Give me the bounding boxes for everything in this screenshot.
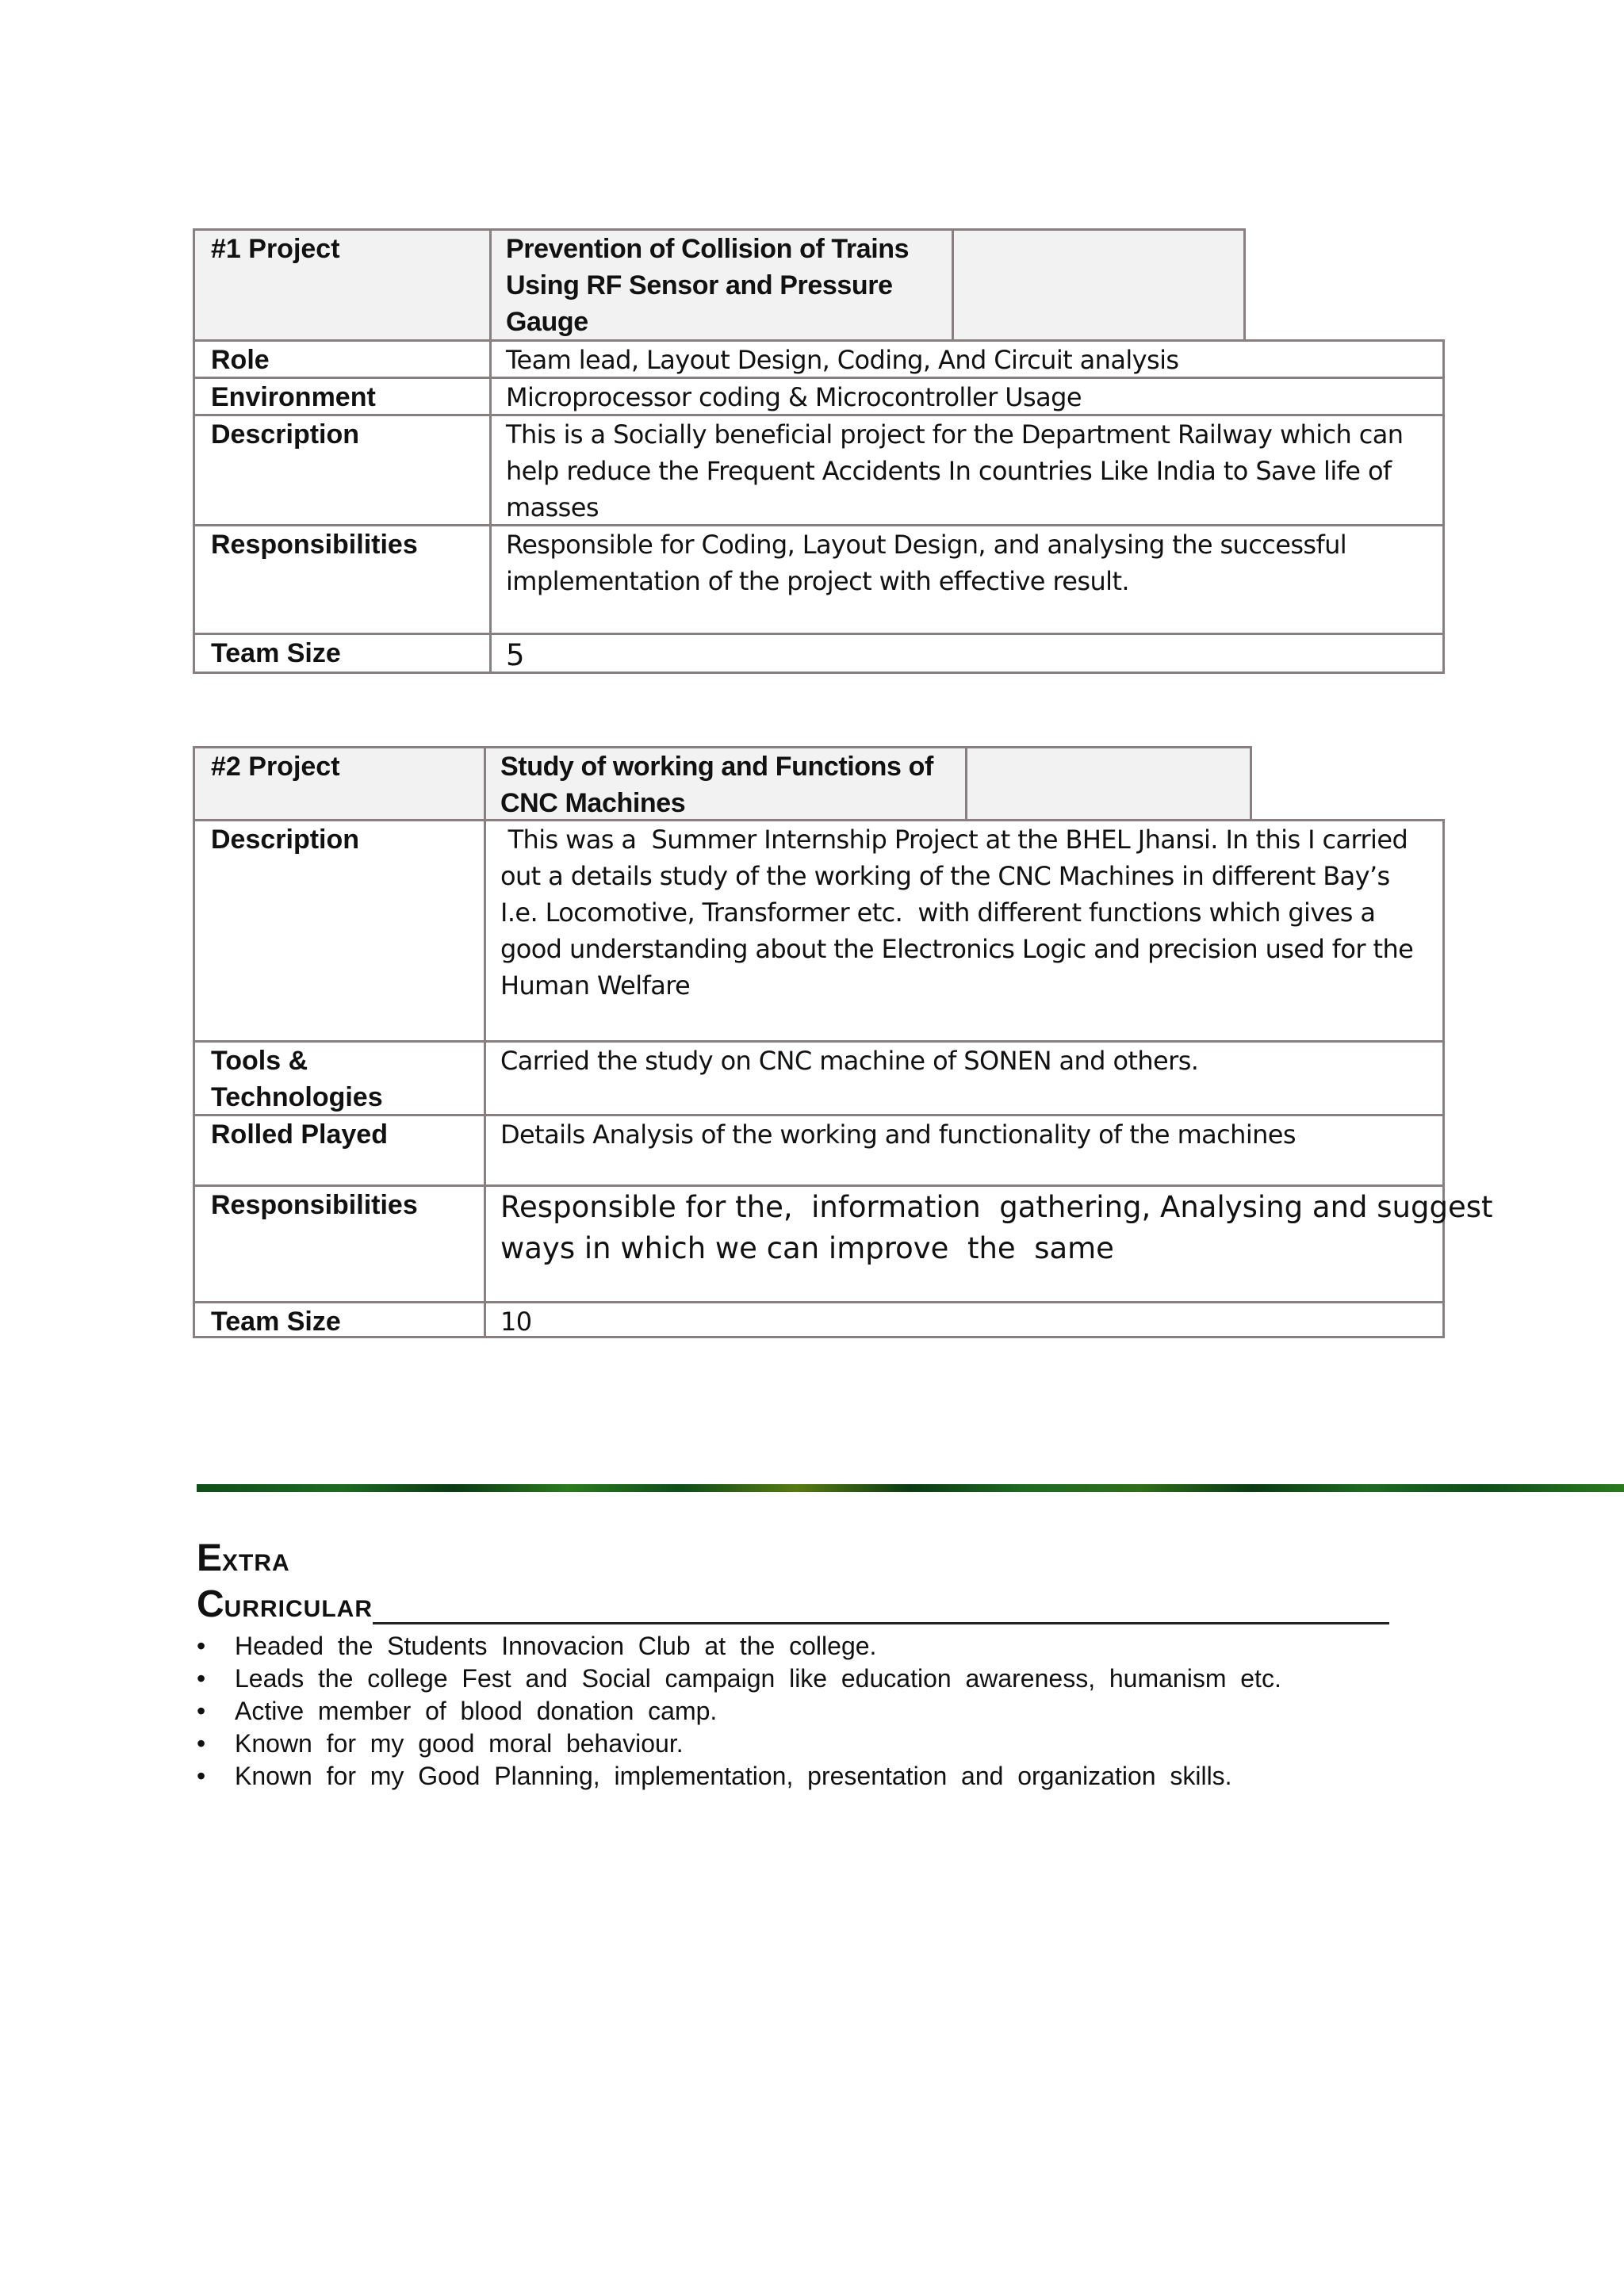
bullet-icon: • [197,1632,206,1660]
bullet-icon: • [197,1664,206,1693]
project1-environment-value: Microprocessor coding & Microcontroller Usage [506,382,1082,412]
project2-description-line3: I.e. Locomotive, Transformer etc. with different functions which gives a [500,897,1376,928]
project1-description-label: Description [211,419,360,450]
project2-team-size-value-cell [484,1301,1445,1338]
project1-role-label: Role [211,345,270,375]
project2-description-value-cell [484,819,1445,1043]
project2-role-label-cell [193,1114,486,1187]
project1-header-label: #1 Project [211,234,340,264]
project1-responsibilities-label-cell [193,524,492,635]
project2-team-size-label-cell [193,1301,486,1338]
project1-environment-label-cell [193,377,492,416]
project2-tools-value-cell [484,1040,1445,1116]
project2-description-line1: This was a Summer Internship Project at the BHEL Jhansi. In this I carried [500,825,1408,855]
project2-role-value-cell [484,1114,1445,1187]
extra-heading-line2-rest: URRICULAR [224,1596,373,1622]
project1-environment-label: Environment [211,382,376,412]
project2-team-size-value: 10 [500,1307,532,1337]
list-item-text: Headed the Students Innovacion Club at the college. [235,1632,877,1660]
project1-responsibilities-value-cell [489,524,1445,635]
project1-header-label-cell [193,228,492,342]
project1-responsibilities-line2: implementation of the project with effective result. [506,566,1129,596]
project2-responsibilities-line2: ways in which we can improve the same [500,1231,1114,1265]
section-divider-bar [197,1484,1624,1492]
project1-title-line1: Prevention of Collision of Trains [506,234,910,264]
project2-description-line5: Human Welfare [500,970,691,1001]
project2-description-line2: out a details study of the working of the CNC Machines in different Bay’s [500,861,1390,891]
project1-title-line3: Gauge [506,307,588,337]
project1-role-label-cell [193,339,492,379]
list-item-text: Known for my Good Planning, implementation, presentation and organization skills. [235,1762,1232,1790]
project2-title-line2: CNC Machines [500,788,686,818]
list-item [197,1630,1281,1663]
bullet-icon: • [197,1729,206,1758]
project2-role-label: Rolled Played [211,1119,388,1150]
project1-description-line3: masses [506,492,599,522]
project1-team-size-value-cell [489,633,1445,674]
extra-heading-line1-rest: XTRA [222,1550,290,1576]
extra-heading-line2-cap: C [197,1583,224,1625]
project2-responsibilities-line1: Responsible for the, information gathering, Analysing and suggest [500,1190,1493,1224]
project2-title-line1: Study of working and Functions of [500,752,933,782]
project1-responsibilities-line1: Responsible for Coding, Layout Design, and analysing the successful [506,530,1347,560]
project2-description-label: Description [211,825,360,855]
project1-responsibilities-label: Responsibilities [211,530,418,560]
project1-description-label-cell [193,414,492,526]
project2-description-label-cell [193,819,486,1043]
project2-responsibilities-label-cell [193,1184,486,1303]
project1-title-cell [489,228,954,342]
project1-role-value-cell [489,339,1445,379]
project2-header-empty-cell [965,746,1252,821]
bullet-icon: • [197,1697,206,1725]
list-item [197,1663,1281,1695]
list-item [197,1728,1281,1760]
extra-heading-line1 [197,1536,290,1580]
project1-environment-value-cell [489,377,1445,416]
list-item-text: Known for my good moral behaviour. [235,1729,684,1758]
project2-header-label: #2 Project [211,752,340,782]
project2-description-line4: good understanding about the Electronics Logic and precision used for the [500,934,1414,964]
extra-heading-line2 [197,1582,373,1626]
project2-responsibilities-value-cell [484,1184,1493,1303]
project2-header-label-cell [193,746,486,821]
list-item-text: Active member of blood donation camp. [235,1697,718,1725]
project2-tools-label-cell [193,1040,486,1116]
project2-tools-value: Carried the study on CNC machine of SONEN and others. [500,1046,1199,1076]
project1-description-line2: help reduce the Frequent Accidents In countries Like India to Save life of [506,456,1392,486]
project1-description-line1: This is a Socially beneficial project for the Department Railway which can [506,419,1404,450]
list-item-text: Leads the college Fest and Social campaign like education awareness, humanism etc. [235,1664,1281,1693]
project2-role-value: Details Analysis of the working and functionality of the machines [500,1119,1296,1150]
project2-tools-label-line2: Technologies [211,1082,383,1112]
list-item [197,1695,1281,1728]
project1-title-line2: Using RF Sensor and Pressure [506,270,893,300]
project1-team-size-label-cell [193,633,492,674]
project2-tools-label-line1: Tools & [211,1046,308,1076]
extra-heading-line1-cap: E [197,1537,223,1579]
list-item [197,1760,1281,1793]
project2-responsibilities-label: Responsibilities [211,1190,418,1220]
project1-role-value: Team lead, Layout Design, Coding, And Circuit analysis [506,345,1179,375]
project1-team-size-value: 5 [506,638,525,672]
project1-header-empty-cell [952,228,1246,342]
project2-title-cell [484,746,967,821]
project1-description-value-cell [489,414,1445,526]
extra-curricular-list [197,1630,1281,1793]
project1-team-size-label: Team Size [211,638,341,668]
project2-team-size-label: Team Size [211,1307,341,1337]
extra-heading-underline [373,1622,1389,1624]
bullet-icon: • [197,1762,206,1790]
